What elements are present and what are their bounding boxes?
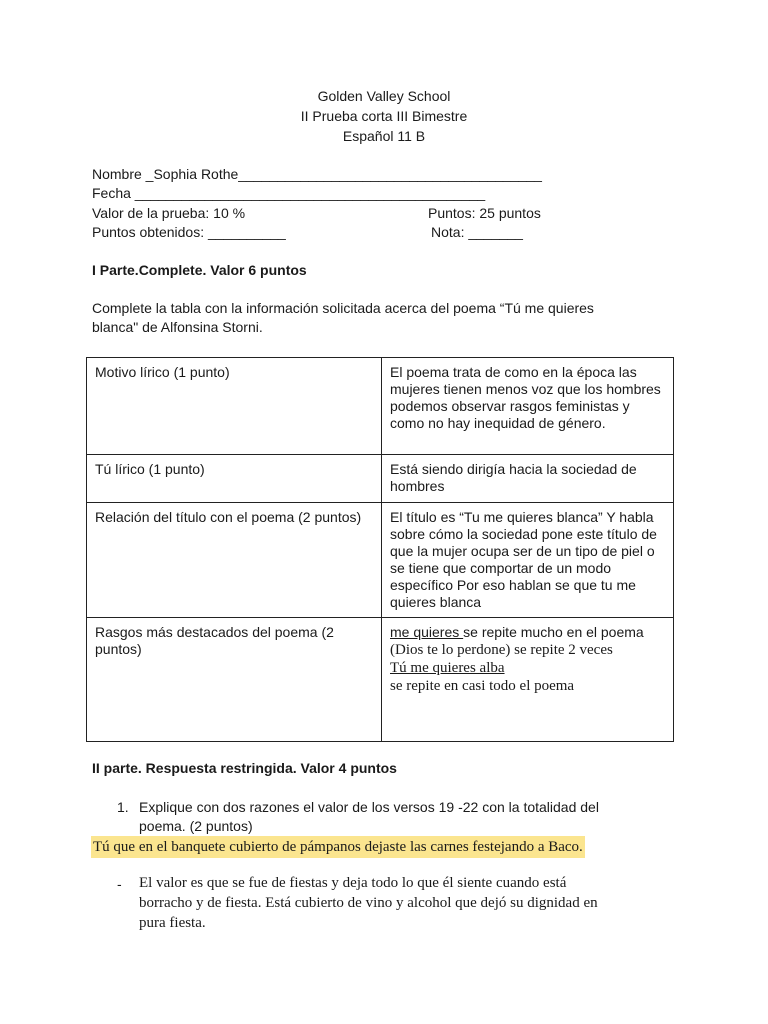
- points-obtained: Puntos obtenidos: __________: [92, 224, 286, 240]
- row-answer: [382, 618, 674, 742]
- row-label: Motivo lírico (1 punto): [87, 358, 382, 455]
- row-label: Rasgos más destacados del poema (2 puntos): [87, 618, 382, 742]
- question-number: 1.: [117, 799, 129, 815]
- answer-line1: El valor es que se fue de fiestas y deja todo lo que él siente cuando está: [139, 875, 567, 891]
- row-label: Relación del título con el poema (2 puntos): [87, 503, 382, 618]
- table-row: [87, 455, 674, 503]
- table-row: [87, 618, 674, 742]
- part2-title: II parte. Respuesta restringida. Valor 4 puntos: [92, 760, 397, 776]
- bullet-dash: -: [117, 876, 122, 892]
- highlighted-verse: Tú que en el banquete cubierto de pámpanos dejaste las carnes festejando a Baco.: [91, 836, 585, 858]
- row-label: Tú lírico (1 punto): [87, 455, 382, 503]
- school-name: Golden Valley School: [317, 88, 451, 104]
- total-points: Puntos: 25 puntos: [428, 205, 541, 221]
- poem-analysis-table: [86, 357, 674, 742]
- question-text-line2: poema. (2 puntos): [139, 818, 253, 834]
- part1-instructions-line2: blanca" de Alfonsina Storni.: [92, 319, 263, 335]
- answer-line: se repite en casi todo el poema: [390, 678, 575, 694]
- grade-line: Nota: _______: [431, 224, 523, 240]
- underlined-phrase: me quieres: [390, 624, 464, 640]
- part1-title: I Parte.Complete. Valor 6 puntos: [92, 262, 307, 278]
- part1-instructions-line1: Complete la tabla con la información solicitada acerca del poema “Tú me quieres: [92, 300, 594, 316]
- answer-line3: pura fiesta.: [139, 915, 206, 931]
- test-value: Valor de la prueba: 10 %: [92, 205, 246, 221]
- date-line: Fecha _____________________________________________: [92, 185, 486, 201]
- table-row: [87, 503, 674, 618]
- answer-line: (Dios te lo perdone) se repite 2 veces: [390, 642, 613, 658]
- question-text-line1: Explique con dos razones el valor de los versos 19 -22 con la totalidad del: [139, 799, 599, 815]
- answer-line2: borracho y de fiesta. Está cubierto de vino y alcohol que dejó su dignidad en: [139, 895, 598, 911]
- answer-line-underlined: Tú me quieres alba: [390, 660, 505, 676]
- answer-text: se repite mucho en el poema: [463, 624, 644, 640]
- row-answer: El título es “Tu me quieres blanca” Y habla sobre cómo la sociedad pone este título de que la mujer ocupa ser de un tipo de piel o se tiene que comportar de un modo específico Por eso hablan se que tu me quieres blanca: [382, 503, 674, 618]
- name-line: Nombre _Sophia Rothe_______________________________________: [92, 166, 542, 182]
- row-answer: El poema trata de como en la época las mujeres tienen menos voz que los hombres podemos observar rasgos feministas y como no hay inequidad de género.: [382, 358, 674, 455]
- test-title: II Prueba corta III Bimestre: [300, 108, 468, 124]
- row-answer: Está siendo dirigía hacia la sociedad de hombres: [382, 455, 674, 503]
- course-name: Español 11 B: [342, 128, 426, 144]
- table-row: [87, 358, 674, 455]
